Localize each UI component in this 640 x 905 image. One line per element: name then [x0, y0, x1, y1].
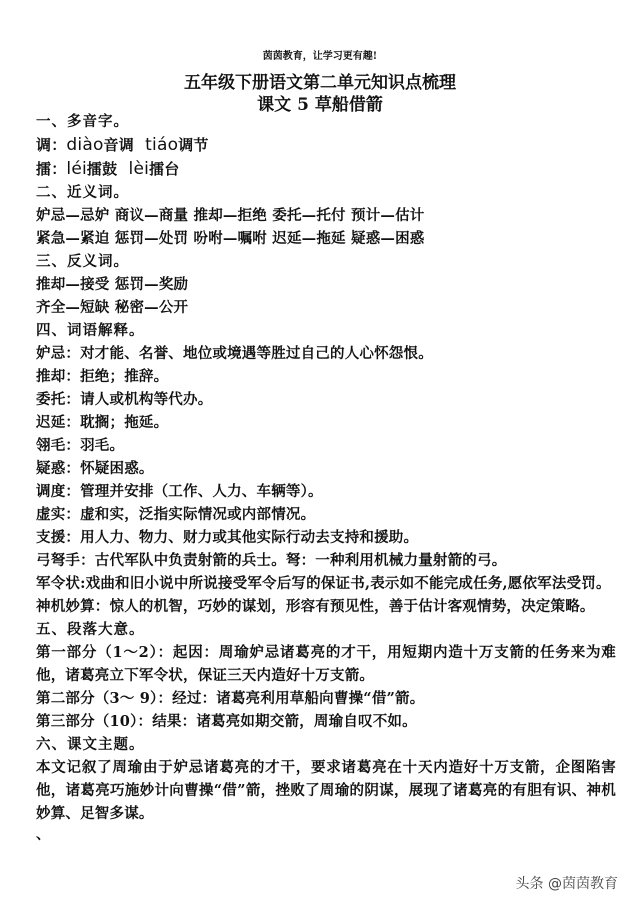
definition-line: 弓弩手：古代军队中负责射箭的兵士。弩：一种利用机械力量射箭的弓。 — [36, 552, 507, 569]
polyphone-char: 调： — [36, 136, 67, 154]
section-heading: 二、近义词。 — [36, 184, 129, 201]
pinyin: léi — [66, 159, 87, 179]
paragraph-summary: 第一部分（1～2）：起因：周瑜妒忌诸葛亮的才干，用短期内造十万支箭的任务来为难他，诸葛亮立下军令状，保证三天内造好十万支箭。 — [36, 644, 616, 684]
definition-line: 支援：用人力、物力、财力或其他实际行动去支持和援助。 — [36, 529, 419, 546]
trailing-mark: 、 — [36, 827, 51, 843]
definition-line: 虚实：虚和实，泛指实际情况或内部情况。 — [36, 506, 316, 523]
pinyin: diào — [66, 135, 104, 155]
definition-line: 迟延：耽搁；拖延。 — [36, 414, 169, 431]
section-heading: 三、反义词。 — [36, 253, 129, 270]
antonym-line: 推却—接受 惩罚—奖励 — [36, 276, 189, 293]
paragraph-summary: 第二部分（3～ 9）：经过：诸葛亮利用草船向曹操“借”箭。 — [36, 690, 425, 707]
definition-line: 军令状:戏曲和旧小说中所说接受军令后写的保证书,表示如不能完成任务,愿依军法受罚。 — [36, 575, 611, 592]
section-heading: 四、词语解释。 — [36, 322, 145, 339]
section-heading: 五、段落大意。 — [36, 621, 145, 638]
synonym-line: 妒忌—忌妒 商议—商量 推却—拒绝 委托—托付 预计—估计 — [36, 207, 425, 224]
paragraph-summary: 第三部分（10）：结果：诸葛亮如期交箭，周瑜自叹不如。 — [36, 713, 417, 730]
definition-line: 疑惑：怀疑困惑。 — [36, 460, 154, 477]
theme-paragraph: 本文记叙了周瑜由于妒忌诸葛亮的才干，要求诸葛亮在十天内造好十万支箭，企图陷害他，诸葛亮巧施妙计向曹操“借”箭，挫败了周瑜的阴谋，展现了诸葛亮的有胆有识、神机妙算、足智多谋。 — [36, 759, 616, 822]
section-heading: 六、课文主题。 — [36, 736, 145, 753]
polyphone-row — [36, 157, 616, 181]
word: 调节 — [178, 136, 209, 154]
antonym-line: 齐全—短缺 秘密—公开 — [36, 299, 189, 316]
polyphone-char: 擂： — [36, 160, 67, 178]
polyphone-row — [36, 133, 616, 157]
pinyin: tiáo — [145, 135, 179, 155]
definition-line: 妒忌：对才能、名誉、地位或境遇等胜过自己的人心怀怨恨。 — [36, 345, 433, 362]
definition-line: 调度：管理并安排（工作、人力、车辆等）。 — [36, 483, 323, 500]
definition-line: 神机妙算：惊人的机智，巧妙的谋划，形容有预见性，善于估计客观情势，决定策略。 — [36, 598, 595, 615]
word: 擂台 — [149, 160, 180, 178]
pinyin: lèi — [128, 159, 150, 179]
word: 音调 — [103, 136, 134, 154]
section-heading: 一、多音字。 — [36, 113, 129, 130]
definition-line: 推却：拒绝；推辞。 — [36, 368, 169, 385]
page-title: 五年级下册语文第二单元知识点梳理 — [184, 73, 456, 93]
definition-line: 翎毛：羽毛。 — [36, 437, 125, 454]
word: 擂鼓 — [86, 160, 118, 178]
definition-line: 委托：请人或机构等代办。 — [36, 391, 213, 408]
synonym-line: 紧急—紧迫 惩罚—处罚 吩咐—嘱咐 迟延—拖延 疑惑—困惑 — [36, 230, 425, 247]
header-note: 茵茵教育，让学习更有趣! — [262, 51, 378, 62]
lesson-title: 课文 5 草船借箭 — [257, 95, 383, 115]
content-body — [36, 110, 616, 845]
watermark: 头条 @茵茵教育 — [515, 876, 618, 892]
